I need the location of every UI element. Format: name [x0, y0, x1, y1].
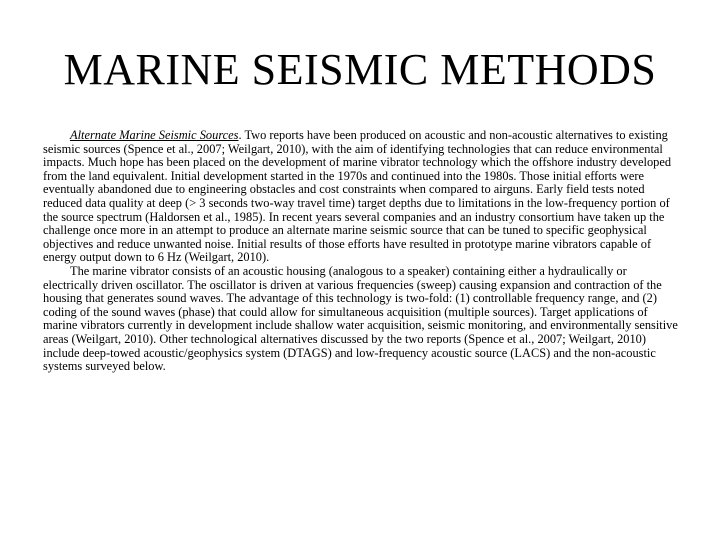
paragraph-1-text: . Two reports have been produced on acoustic and non-acoustic alternatives to existing seismic sources (Spence et al., 2007; Weilgart, 2010), with the aim of identifying technologies that can reduce environmental impacts. Much hope has been placed on the development of marine vibrator technology which the offshore industry developed from the land equivalent. Initial development started in the 1970s and continued into the 1980s. Those initial efforts were eventually abandoned due to engineering obstacles and cost constraints when compared to airguns. Early field tests noted reduced data quality at deep (> 3 seconds two-way travel time) target depths due to limitations in the low-frequency portion of the source spectrum (Haldorsen et al., 1985). In recent years several companies and an industry consortium have taken up the challenge once more in an attempt to produce an alternate marine seismic source that can be tuned to specific geophysical objectives and reduce unwanted noise. Initial results of those efforts have resulted in prototype marine vibrators capable of energy output down to 6 Hz (Weilgart, 2010).	[43, 128, 672, 265]
paragraph-alternate-sources	[43, 129, 679, 265]
slide-body	[43, 129, 679, 374]
section-lead-heading: Alternate Marine Seismic Sources	[70, 128, 239, 142]
slide-title: MARINE SEISMIC METHODS	[63, 45, 657, 94]
paragraph-marine-vibrator: The marine vibrator consists of an acoustic housing (analogous to a speaker) containing either a hydraulically or electrically driven oscillator. The oscillator is driven at various frequencies (sweep) causing expansion and contraction of the housing that generates sound waves. The advantage of this technology is two-fold: (1) controllable frequency range, and (2) coding of the sound waves (phase) that could allow for simultaneous acquisition (multiple sources). Target applications of marine vibrators currently in development include shallow water acquisition, seismic monitoring, and environmentally sensitive areas (Weilgart, 2010). Other technological alternatives discussed by the two reports (Spence et al., 2007; Weilgart, 2010) include deep-towed acoustic/geophysics system (DTAGS) and low-frequency acoustic source (LACS) and the non-acoustic systems surveyed below.	[43, 263, 678, 374]
